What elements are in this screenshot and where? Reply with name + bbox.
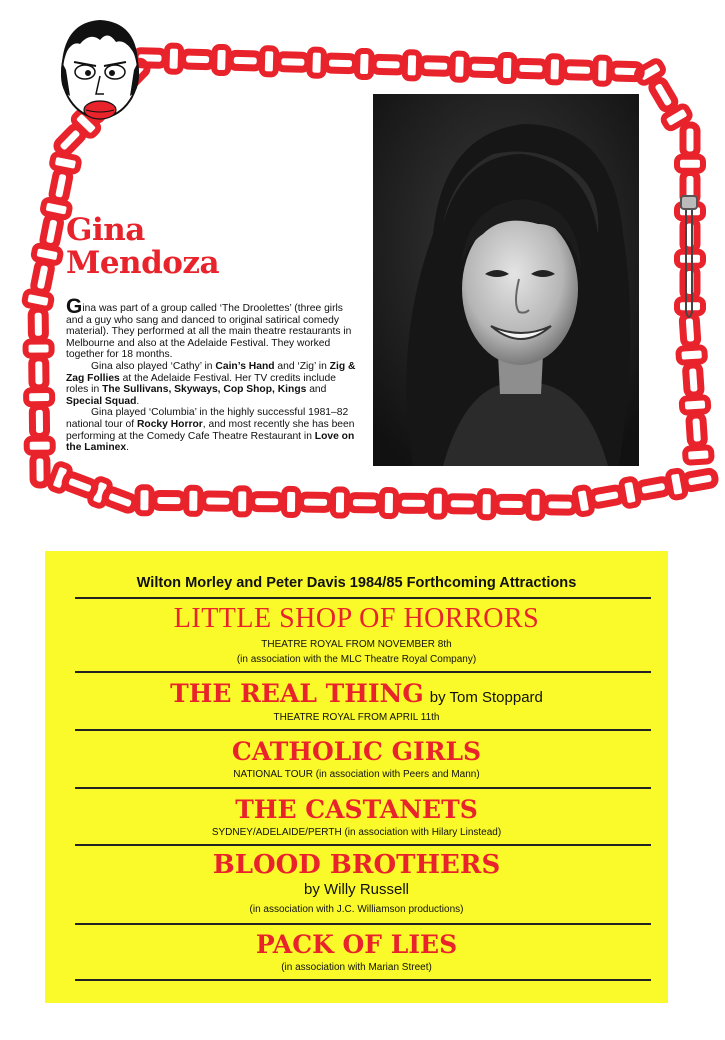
chain-link [677, 252, 703, 266]
chain-link [230, 53, 260, 68]
chain-link [32, 358, 46, 388]
chain-link [333, 489, 347, 515]
show-title-row [45, 679, 668, 708]
chain-link [480, 491, 494, 517]
show-venue: THEATRE ROYAL FROM APRIL 11th [273, 712, 440, 723]
chain-link [27, 439, 53, 453]
chain-link [154, 493, 184, 507]
divider [75, 729, 651, 731]
show-venue: THEATRE ROYAL FROM NOVEMBER 8th [261, 639, 452, 650]
show-title: THE CASTANETS [235, 795, 478, 824]
drop-cap: G [66, 295, 83, 318]
show-association: (in association with J.C. Williamson productions) [249, 904, 464, 915]
chain-link [382, 490, 396, 516]
chain-link [405, 52, 420, 78]
chain-link [235, 488, 249, 514]
chain-link [31, 309, 45, 339]
chain-link [25, 341, 51, 355]
chain-link [357, 51, 372, 77]
chain-link [547, 56, 562, 82]
chain-link [685, 447, 712, 463]
attractions-header: Wilton Morley and Peter Davis 1984/85 Forthcoming Attractions [136, 575, 577, 591]
chain-link [595, 57, 610, 83]
chain-link [182, 52, 212, 67]
chain-link [452, 53, 467, 79]
chain-link [689, 415, 705, 446]
bio-paragraph-2: Gina also played ‘Cathy’ in Cain’s Hand and ‘Zig’ in Zig & Zag Follies at the Adelaide Festival. Her TV credits include roles in The Sullivans, Skyways, Cop Shop, Kings and Special Squad. [66, 360, 356, 407]
chain-link [33, 261, 53, 293]
divider [75, 979, 651, 981]
bio-paragraph-1: Gina was part of a group called ‘The Droolettes’ (three girls and a guy who sang and danced to original satirical comedy material). They performed at all the main theatre restaurants in Melbourne and also at the Adelaide Festival. They worked together for 18 months. [66, 295, 352, 361]
chain-link [431, 491, 445, 517]
chain-link [682, 397, 709, 413]
show-title: PACK OF LIES [255, 930, 458, 959]
chain-link [563, 63, 593, 78]
show-venue: NATIONAL TOUR (in association with Peers and Mann) [233, 769, 480, 780]
show-title: CATHOLIC GIRLS [231, 737, 482, 766]
chain-link [685, 365, 701, 396]
show-association: (in association with Marian Street) [281, 962, 432, 973]
chain-link [51, 170, 71, 202]
chain-link [468, 60, 498, 75]
show-venue: SYDNEY/ADELAIDE/PERTH (in association with Hilary Linstead) [211, 827, 502, 838]
chain-link [262, 48, 277, 74]
chain-link [186, 488, 200, 514]
chain-link [678, 347, 705, 363]
chain-link [284, 489, 298, 515]
chain-link [166, 45, 181, 71]
chain-link [137, 487, 151, 513]
chain-link [684, 470, 716, 489]
divider [75, 844, 651, 846]
chain-link [26, 390, 52, 404]
chain-link [677, 157, 703, 171]
divider [75, 787, 651, 789]
bio-text [66, 295, 358, 454]
chain-link [325, 56, 355, 71]
chain-link [496, 497, 526, 511]
chain-link [214, 47, 229, 73]
chain-link [516, 61, 546, 76]
chain-link [545, 498, 575, 512]
chain-link [447, 497, 477, 511]
chain-link [300, 495, 330, 509]
chain-link [398, 496, 428, 510]
chain-link [682, 315, 698, 346]
chain-link [32, 406, 46, 436]
chain-link [42, 215, 62, 247]
show-title: THE REAL THING [170, 679, 424, 708]
chain-link [203, 494, 233, 508]
chain-link [309, 49, 324, 75]
chain-link [591, 487, 623, 506]
show-author: by Tom Stoppard [429, 689, 543, 706]
chain-link [683, 125, 697, 155]
performer-last-name: Mendoza [66, 245, 220, 281]
show-title: BLOOD BROTHERS [212, 850, 501, 880]
chain-link [252, 494, 282, 508]
performer-photo [373, 94, 639, 466]
bio-paragraph-3: Gina played ‘Columbia’ in the highly successful 1981–82 national tour of Rocky Horror, and most recently she has been performing at the Comedy Cafe Theatre Restaurant in Love on the Laminex. [66, 407, 355, 454]
chain-link [637, 479, 669, 498]
chain-link [677, 299, 703, 313]
chain-link [421, 59, 451, 74]
performer-name [66, 214, 219, 280]
divider [75, 671, 651, 673]
chain-link [528, 492, 542, 518]
chain-link [33, 455, 47, 485]
performer-first-name: Gina [66, 212, 145, 248]
divider [75, 597, 651, 599]
chain-link [500, 55, 515, 81]
chain-link [650, 78, 677, 111]
chain-link [349, 496, 379, 510]
show-author: by Willy Russell [303, 881, 409, 898]
cartoon-face-icon [61, 20, 139, 119]
divider [75, 923, 651, 925]
chain-link [278, 55, 308, 70]
show-title: LITTLE SHOP OF HORRORS [173, 603, 540, 634]
show-association: (in association with the MLC Theatre Royal Company) [236, 654, 477, 665]
forthcoming-attractions-panel [45, 551, 668, 1003]
chain-link [373, 57, 403, 72]
